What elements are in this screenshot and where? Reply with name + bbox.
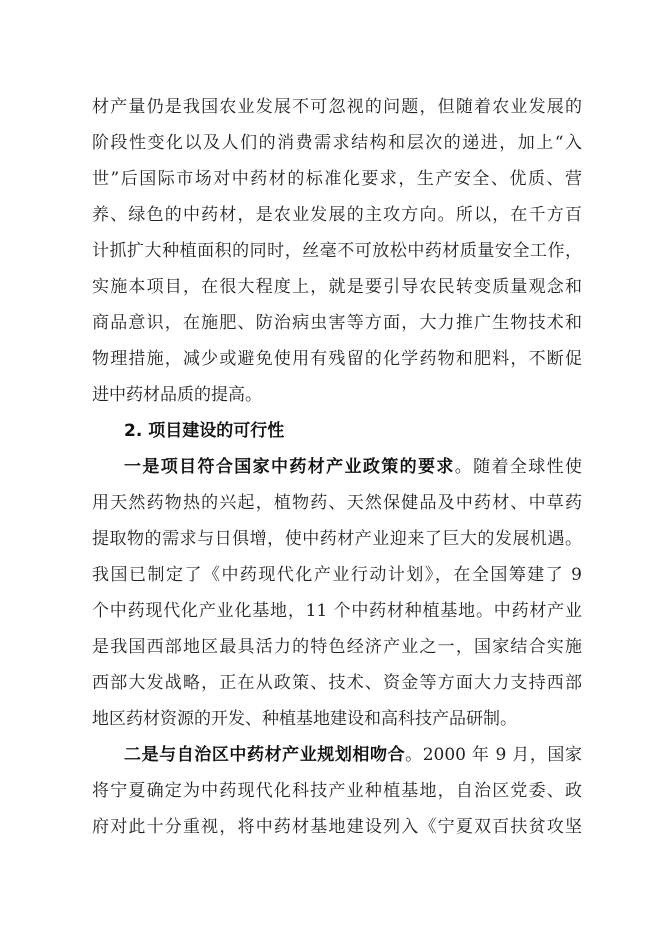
text-line: 用天然药物热的兴起，植物药、天然保健品及中药材、中草药 (92, 493, 582, 513)
paragraph-first-line (124, 451, 582, 483)
text-line: 地区药材资源的开发、种植基地建设和高科技产品研制。 (92, 709, 517, 729)
text-line: 我国已制定了《中药现代化产业行动计划》，在全国筹建了 9 (92, 565, 582, 585)
paragraph-text: 。随着全球性使 (454, 457, 582, 477)
text-line: 进中药材品质的提高。 (92, 385, 262, 405)
paragraph-lead-bold: 二是与自治区中药材产业规划相吻合 (124, 745, 406, 765)
text-line: 个中药现代化产业化基地，11 个中药材种植基地。中药材产业 (92, 601, 582, 621)
text-line: 西部大发战略，正在从政策、技术、资金等方面大力支持西部 (92, 673, 582, 693)
text-line: 计抓扩大种植面积的同时，丝毫不可放松中药材质量安全工作， (92, 241, 582, 261)
text-line: 养、绿色的中药材，是农业发展的主攻方向。所以，在千方百 (92, 205, 582, 225)
paragraph-lead-bold: 一是项目符合国家中药材产业政策的要求 (124, 457, 455, 477)
paragraph-text: 。2000 年 9 月，国家 (405, 745, 582, 765)
text-line: 提取物的需求与日俱增，使中药材产业迎来了巨大的发展机遇。 (92, 529, 582, 549)
text-line: 世”后国际市场对中药材的标准化要求，生产安全、优质、营 (92, 169, 582, 189)
text-line: 材产量仍是我国农业发展不可忽视的问题，但随着农业发展的 (92, 97, 582, 117)
section-heading: 2. 项目建设的可行性 (124, 421, 285, 441)
paragraph-first-line (124, 739, 582, 771)
text-line: 阶段性变化以及人们的消费需求结构和层次的递进，加上“入 (92, 133, 582, 153)
text-line: 物理措施，减少或避免使用有残留的化学药物和肥料，不断促 (92, 349, 582, 369)
text-line: 是我国西部地区最具活力的特色经济产业之一，国家结合实施 (92, 637, 582, 657)
text-line: 商品意识，在施肥、防治病虫害等方面，大力推广生物技术和 (92, 313, 582, 333)
text-line: 府对此十分重视，将中药材基地建设列入《宁夏双百扶贫攻坚 (92, 817, 582, 837)
text-line: 将宁夏确定为中药现代化科技产业种植基地，自治区党委、政 (92, 781, 582, 801)
text-line: 实施本项目，在很大程度上，就是要引导农民转变质量观念和 (92, 277, 582, 297)
